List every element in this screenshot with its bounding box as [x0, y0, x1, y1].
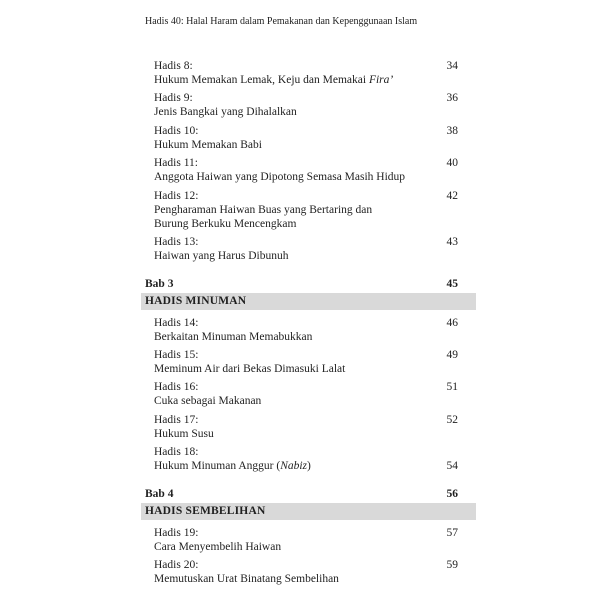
entry-title-text: Hukum Minuman Anggur ( [154, 460, 281, 472]
toc-entry-hadis-19 [154, 526, 458, 554]
entry-page-number: 43 [446, 236, 458, 248]
entry-title-text: Hukum Memakan Lemak, Keju dan Memakai [154, 74, 369, 86]
entry-label: Hadis 9: [154, 92, 193, 104]
entry-label: Hadis 8: [154, 60, 193, 72]
chapter-heading-band [141, 293, 476, 310]
toc-entry-hadis-13 [154, 235, 458, 263]
entry-title: Berkaitan Minuman Memabukkan [154, 331, 313, 343]
entry-label: Hadis 18: [154, 446, 199, 458]
toc-entry-hadis-14 [154, 316, 458, 344]
chapter-heading: HADIS MINUMAN [145, 295, 247, 307]
chapter-label: Bab 3 [145, 278, 174, 290]
entry-label: Hadis 10: [154, 125, 199, 137]
toc-entry-hadis-10 [154, 124, 458, 152]
toc-entry-hadis-20 [154, 558, 458, 586]
entry-title-line-2: Burung Berkuku Mencengkam [154, 218, 297, 230]
entry-title: Meminum Air dari Bekas Dimasuki Lalat [154, 363, 346, 375]
chapter-page-number: 56 [446, 488, 458, 500]
toc-entry-hadis-17 [154, 413, 458, 441]
entry-title: Hukum Susu [154, 428, 214, 440]
toc-entry-hadis-15 [154, 348, 458, 376]
entry-page-number: 59 [446, 559, 458, 571]
running-header: Hadis 40: Halal Haram dalam Pemakanan dan Kepenggunaan Islam [145, 16, 418, 27]
entry-label: Hadis 13: [154, 236, 199, 248]
entry-page-number: 57 [446, 527, 458, 539]
entry-page-number: 52 [446, 414, 458, 426]
toc-entry-hadis-9 [154, 91, 458, 119]
entry-label: Hadis 11: [154, 157, 198, 169]
entry-page-number: 49 [446, 349, 458, 361]
entry-page-number: 34 [446, 60, 458, 72]
toc-entry-hadis-11 [154, 156, 458, 184]
entry-page-number: 36 [446, 92, 458, 104]
chapter-heading: HADIS SEMBELIHAN [145, 505, 266, 517]
chapter-page-number: 45 [446, 278, 458, 290]
entry-label: Hadis 19: [154, 527, 199, 539]
entry-page-number: 38 [446, 125, 458, 137]
entry-page-number: 42 [446, 190, 458, 202]
entry-title [154, 459, 458, 473]
entry-page-number: 54 [446, 460, 458, 472]
chapter-row-bab-3 [145, 277, 458, 291]
chapter-heading-band [141, 503, 476, 520]
entry-title: Hukum Memakan Babi [154, 139, 262, 151]
chapter-label: Bab 4 [145, 488, 174, 500]
entry-title: Cuka sebagai Makanan [154, 395, 262, 407]
entry-label: Hadis 20: [154, 559, 199, 571]
entry-title-after: ) [307, 460, 311, 472]
entry-title: Jenis Bangkai yang Dihalalkan [154, 106, 297, 118]
entry-title: Cara Menyembelih Haiwan [154, 541, 282, 553]
entry-title: Anggota Haiwan yang Dipotong Semasa Masih Hidup [154, 171, 406, 183]
entry-title: Memutuskan Urat Binatang Sembelihan [154, 573, 339, 585]
entry-page-number: 40 [446, 157, 458, 169]
entry-label: Hadis 16: [154, 381, 199, 393]
entry-title: Haiwan yang Harus Dibunuh [154, 250, 289, 262]
toc-entry-hadis-18 [154, 445, 458, 473]
entry-label: Hadis 17: [154, 414, 199, 426]
entry-page-number: 46 [446, 317, 458, 329]
entry-title: Pengharaman Haiwan Buas yang Bertaring dan [154, 204, 373, 216]
entry-page-number: 51 [446, 381, 458, 393]
chapter-row-bab-4 [145, 487, 458, 501]
entry-label: Hadis 14: [154, 317, 199, 329]
toc-entry-hadis-16 [154, 380, 458, 408]
entry-title [154, 73, 458, 87]
toc-entry-hadis-8 [154, 59, 458, 87]
entry-title-italic: Nabiz [280, 460, 308, 472]
toc-entry-hadis-12 [154, 189, 458, 231]
entry-title-italic: Fira’ [368, 74, 394, 86]
entry-label: Hadis 15: [154, 349, 199, 361]
entry-label: Hadis 12: [154, 190, 199, 202]
